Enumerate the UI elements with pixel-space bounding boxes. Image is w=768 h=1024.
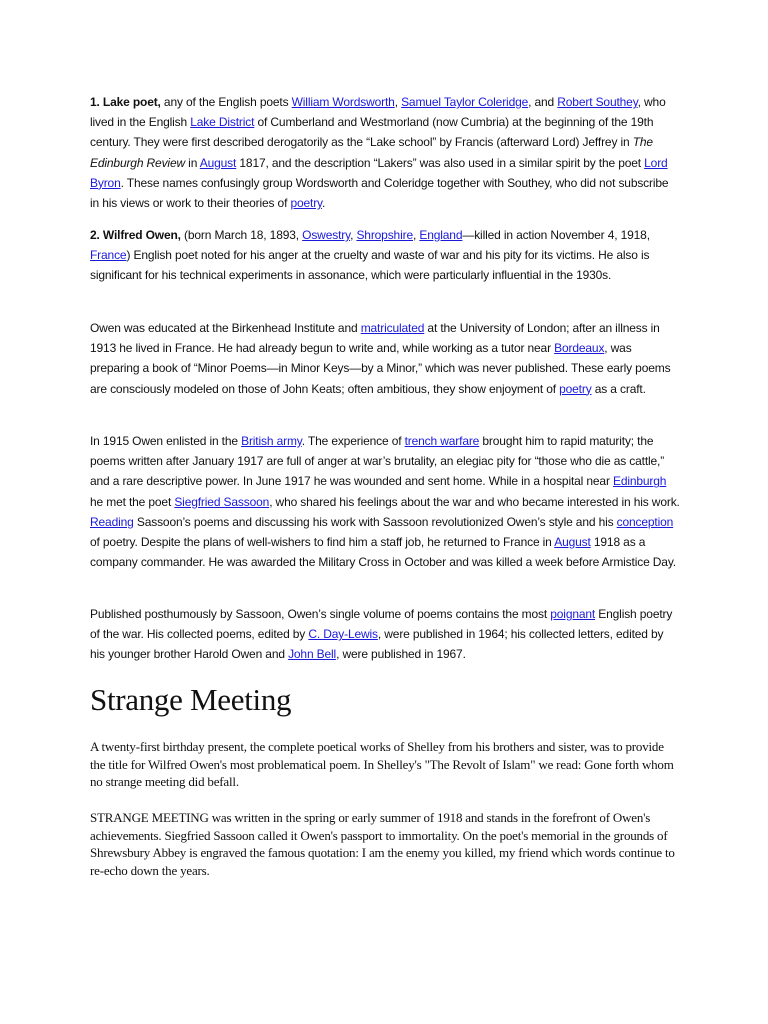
link-matriculated[interactable]: matriculated <box>360 321 425 335</box>
link-lord-byron[interactable]: Lord Byron <box>90 155 668 190</box>
link-trench-warfare[interactable]: trench warfare <box>404 434 480 448</box>
entry-number: 1. Lake poet, <box>90 95 161 109</box>
paragraph-strange-meeting-intro: A twenty-first birthday present, the complete poetical works of Shelley from his brothers and sister, was to provide the title for Wilfred Owen's most problematical poem. In Shelley's "The Revolt of Islam" we read: Gone forth whom no strange meeting did befall. <box>90 739 674 790</box>
italic-title: The Edinburgh Review <box>90 135 653 170</box>
paragraph-strange-meeting-details: STRANGE MEETING was written in the spring or early summer of 1918 and stands in the forefront of Owen's achievements. Siegfried Sassoon called it Owen's passport to immortality. On the poet's memorial in the grounds of Shrewsbury Abbey is engraved the famous quotation: I am the enemy you killed, my friend which words continue to re-echo down the years. <box>90 810 675 878</box>
text: —killed in action November 4, 1918, <box>462 228 650 242</box>
link-august[interactable]: August <box>554 535 591 550</box>
text: . These names confusingly group Wordsworth and Coleridge together with Southey, who did not subscribe in his views or work to their theories of <box>90 175 669 211</box>
text: , <box>350 228 357 242</box>
text: brought him to rapid maturity; the poems written after January 1917 are full of anger at war’s brutality, an elegiac pity for “those who die as cattle,” and a rare descriptive power. In June 1917 he was wounded and sent home. While in a hospital near <box>90 434 665 489</box>
text: as a craft. <box>591 381 646 396</box>
link-british-army[interactable]: British army <box>241 434 302 448</box>
text: at the University of London; after an illness in 1913 he lived in France. He had already begun to write and, while working as a tutor near <box>90 321 660 356</box>
text: 1918 as a company commander. He was awarded the Military Cross in October and was killed a week before Armistice Day. <box>90 535 676 570</box>
text: 1817, and the description “Lakers” was also used in a similar spirit by the poet <box>236 155 645 170</box>
link-poignant[interactable]: poignant <box>550 607 596 621</box>
link-robert-southey[interactable]: Robert Southey <box>557 95 638 109</box>
text: English poetry of the war. His collected poems, edited by <box>90 607 673 642</box>
link-poetry[interactable]: poetry <box>290 196 323 211</box>
text: any of the English poets <box>160 95 292 109</box>
text: of Cumberland and Westmorland (now Cumbria) at the beginning of the 19th century. They were first described derogatorily as the “Lake school” by Francis (afterward Lord) Jeffrey in <box>90 115 654 150</box>
entry-number: 2. Wilfred Owen, <box>90 228 181 242</box>
link-lake-district[interactable]: Lake District <box>190 115 255 130</box>
link-conception[interactable]: conception <box>616 514 674 529</box>
text: In 1915 Owen enlisted in the <box>90 434 242 448</box>
paragraph-wilfred-owen <box>90 225 680 286</box>
text: in <box>185 155 200 170</box>
text: of poetry. Despite the plans of well-wishers to find him a staff job, he returned to France in <box>90 535 555 550</box>
link-reading[interactable]: Reading <box>90 514 134 529</box>
text: , who lived in the English <box>90 95 666 130</box>
link-oswestry[interactable]: Oswestry <box>302 228 351 242</box>
text: Owen was educated at the Birkenhead Institute and <box>90 321 361 335</box>
section-heading: Strange Meeting <box>90 682 292 717</box>
link-c-day-lewis[interactable]: C. Day-Lewis <box>308 627 378 642</box>
link-shropshire[interactable]: Shropshire <box>356 228 413 242</box>
text: . The experience of <box>301 434 405 448</box>
paragraph-war-service <box>90 431 680 572</box>
link-poetry[interactable]: poetry <box>559 381 592 396</box>
link-bordeaux[interactable]: Bordeaux <box>554 341 605 356</box>
text: , <box>394 95 402 109</box>
paragraph-education <box>90 318 680 399</box>
link-august[interactable]: August <box>199 155 237 170</box>
text: ) English poet noted for his anger at the cruelty and waste of war and his pity for its victims. He also is significant for his technical experiments in assonance, which were particularly influential in the 1930s. <box>90 248 650 283</box>
paragraph-lake-poet <box>90 92 680 213</box>
text: , were published in 1967. <box>336 647 466 662</box>
link-france[interactable]: France <box>90 248 127 263</box>
paragraph-publication <box>90 604 680 665</box>
text: Published posthumously by Sassoon, Owen’s single volume of poems contains the most <box>90 607 551 621</box>
text: Sassoon’s poems and discussing his work with Sassoon revolutionized Owen’s style and his <box>133 514 617 529</box>
link-siegfried-sassoon[interactable]: Siegfried Sassoon <box>174 494 270 509</box>
text: . <box>322 196 326 211</box>
link-edinburgh[interactable]: Edinburgh <box>612 474 667 489</box>
text: , <box>412 228 420 242</box>
link-john-bell[interactable]: John Bell <box>288 647 337 662</box>
text: , were published in 1964; his collected letters, edited by his younger brother Harold Owen and <box>90 627 664 662</box>
link-england[interactable]: England <box>419 228 463 242</box>
text: (born March 18, 1893, <box>180 228 303 242</box>
text: , who shared his feelings about the war and who became interested in his work. <box>269 494 680 509</box>
text: , and <box>528 95 558 109</box>
text: he met the poet <box>90 494 175 509</box>
link-william-wordsworth[interactable]: William Wordsworth <box>291 95 395 109</box>
text: , was preparing a book of “Minor Poems—in Minor Keys—by a Minor,” which was never published. These early poems are consciously modeled on those of John Keats; often ambitious, they show enjoyment of <box>90 341 671 396</box>
link-samuel-taylor-coleridge[interactable]: Samuel Taylor Coleridge <box>401 95 529 109</box>
